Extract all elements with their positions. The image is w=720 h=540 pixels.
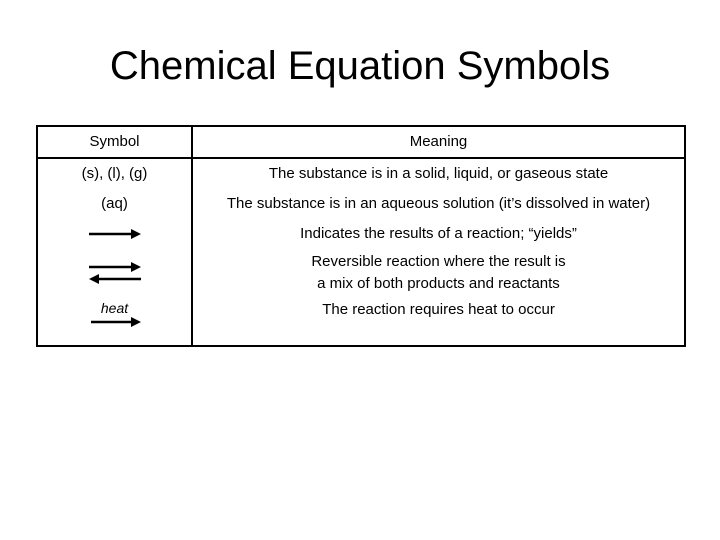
meaning-cell: [192, 249, 685, 297]
table-row: [37, 189, 685, 219]
slide-title: Chemical Equation Symbols: [109, 44, 611, 88]
table-row: [37, 219, 685, 249]
symbol-cell: [37, 297, 192, 346]
right-arrow-icon: [87, 227, 143, 241]
meaning-header: Meaning: [192, 126, 685, 158]
heat-label: heat: [100, 300, 129, 316]
meaning-cell: The substance is in a solid, liquid, or gaseous state: [192, 158, 685, 189]
meaning-cell: The reaction requires heat to occur: [192, 297, 685, 346]
meaning-line: a mix of both products and reactants: [317, 275, 560, 292]
meaning-cell: The substance is in an aqueous solution (it’s dissolved in water): [192, 189, 685, 219]
symbol-header: Symbol: [37, 126, 192, 158]
equilibrium-arrows-icon: [87, 259, 143, 287]
symbol-cell: [37, 219, 192, 249]
meaning-line: Reversible reaction where the result is: [311, 253, 566, 270]
symbol-cell: (aq): [37, 189, 192, 219]
symbol-cell: [37, 249, 192, 297]
table-row: [37, 249, 685, 297]
meaning-cell: Indicates the results of a reaction; “yields”: [192, 219, 685, 249]
right-arrow-icon: [85, 315, 145, 329]
table-row: [37, 297, 685, 346]
table-row: [37, 158, 685, 189]
symbol-cell: (s), (l), (g): [37, 158, 192, 189]
table-header-row: [37, 126, 685, 158]
symbols-table: [36, 125, 686, 347]
